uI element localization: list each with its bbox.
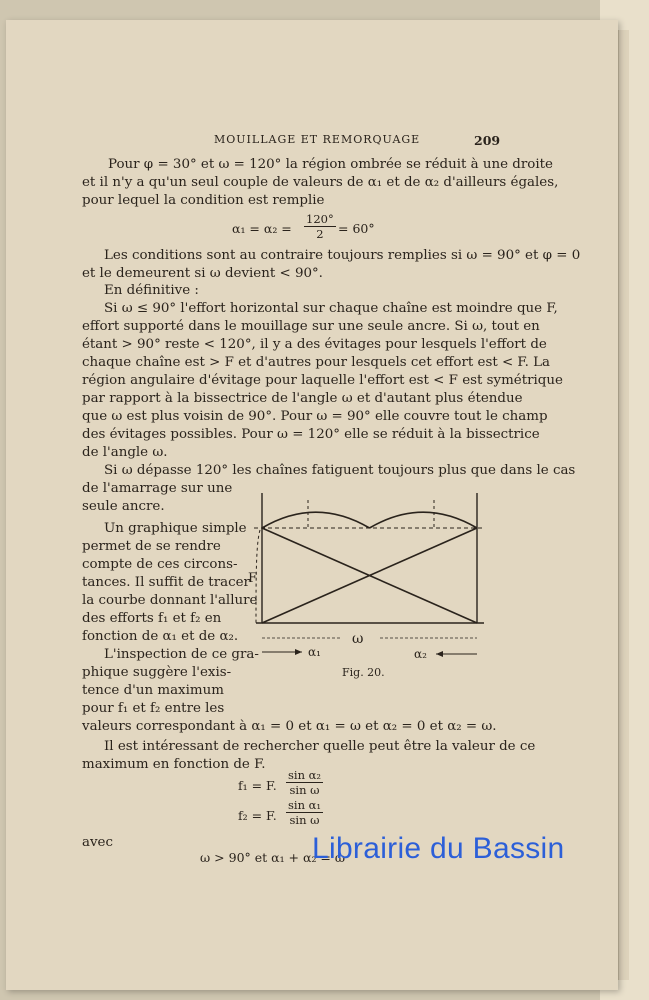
side-text-line: de l'amarrage sur une xyxy=(82,481,233,496)
paragraph-line: Les conditions sont au contraire toujours remplies si ω = 90° et φ = 0 xyxy=(104,248,581,263)
equation-fraction xyxy=(304,212,336,241)
alpha1-arrowhead xyxy=(295,649,302,655)
paragraph-line: que ω est plus voisin de 90°. Pour ω = 90° elle couvre tout le champ xyxy=(82,409,548,424)
equation-rhs: = 60° xyxy=(338,221,375,236)
side-text-line: la courbe donnant l'allure xyxy=(82,593,258,608)
fraction-denominator: sin ω xyxy=(289,783,320,797)
fraction-numerator: 120° xyxy=(306,212,334,226)
en-definitive: En définitive : xyxy=(104,283,199,298)
paragraph-line: Pour φ = 30° et ω = 120° la région ombrée se réduit à une droite xyxy=(108,157,553,172)
omega-label: ω xyxy=(352,631,364,647)
alpha2-label: α₂ xyxy=(414,647,427,661)
formula-f2-fraction xyxy=(286,798,323,827)
paragraph-line: par rapport à la bissectrice de l'angle ω et d'autant plus étendue xyxy=(82,391,523,406)
running-title: MOUILLAGE ET REMORQUAGE xyxy=(214,133,421,146)
figure-caption: Fig. 20. xyxy=(342,666,385,679)
avec-label: avec xyxy=(82,835,113,850)
side-text-line: compte de ces circons- xyxy=(82,557,238,572)
side-text-line: L'inspection de ce gra- xyxy=(104,647,259,662)
side-text-line: tances. Il suffit de tracer xyxy=(82,575,250,590)
paragraph-line: Si ω ≤ 90° l'effort horizontal sur chaque chaîne est moindre que F, xyxy=(104,301,558,316)
paragraph-line: étant > 90° reste < 120°, il y a des évitages pour lesquels l'effort de xyxy=(82,337,547,352)
alpha1-label: α₁ xyxy=(308,645,321,659)
chart-series-group xyxy=(262,512,477,623)
watermark-logo: Librairie du Bassin xyxy=(312,832,565,865)
chart-series-4 xyxy=(370,512,478,528)
figure-20-chart xyxy=(240,480,490,680)
formula-f1-fraction xyxy=(286,768,323,797)
paragraph-line: maximum en fonction de F. xyxy=(82,757,266,772)
fraction-numerator: sin α₂ xyxy=(288,768,322,782)
paragraph-line: effort supporté dans le mouillage sur une seule ancre. Si ω, tout en xyxy=(82,319,540,334)
paragraph-line: Il est intéressant de rechercher quelle peut être la valeur de ce xyxy=(104,739,536,754)
paragraph-line: et il n'y a qu'un seul couple de valeurs de α₁ et de α₂ d'ailleurs égales, xyxy=(82,175,559,190)
formula-f2-lhs: f₂ = F. xyxy=(238,808,277,823)
side-text-line: permet de se rendre xyxy=(82,539,221,554)
side-text-line: pour f₁ et f₂ entre les xyxy=(82,701,225,716)
formula-f1-lhs: f₁ = F. xyxy=(238,778,277,793)
paragraph-line: valeurs correspondant à α₁ = 0 et α₁ = ω et α₂ = 0 et α₂ = ω. xyxy=(82,719,497,734)
paragraph-line: région angulaire d'évitage pour laquelle l'effort est < F est symétrique xyxy=(82,373,563,388)
paragraph-line: des évitages possibles. Pour ω = 120° elle se réduit à la bissectrice xyxy=(82,427,540,442)
f-axis-label: F xyxy=(248,571,258,586)
side-text-line: des efforts f₁ et f₂ en xyxy=(82,611,222,626)
paragraph-line: chaque chaîne est > F et d'autres pour lesquels cet effort est < F. La xyxy=(82,355,551,370)
page-stack-edge xyxy=(618,30,629,980)
side-text-line: phique suggère l'exis- xyxy=(82,665,232,680)
page-number: 209 xyxy=(474,133,501,148)
chart-series-3 xyxy=(262,512,370,528)
side-text-line: Un graphique simple xyxy=(104,521,247,536)
paragraph-line: de l'angle ω. xyxy=(82,445,168,460)
side-text-line: tence d'un maximum xyxy=(82,683,224,698)
equation-lhs: α₁ = α₂ = xyxy=(232,221,292,236)
alpha2-arrowhead xyxy=(436,651,443,657)
constraint-formula: ω > 90° et α₁ + α₂ = ω xyxy=(200,850,346,865)
fraction-denominator: sin ω xyxy=(289,813,320,827)
fraction-numerator: sin α₁ xyxy=(288,798,322,812)
fraction-denominator: 2 xyxy=(316,227,324,241)
paragraph-line: pour lequel la condition est remplie xyxy=(82,193,325,208)
paragraph-line: Si ω dépasse 120° les chaînes fatiguent toujours plus que dans le cas xyxy=(104,463,576,478)
paragraph-line: et le demeurent si ω devient < 90°. xyxy=(82,266,323,281)
side-text-line: seule ancre. xyxy=(82,499,165,514)
side-text-line: fonction de α₁ et de α₂. xyxy=(82,629,239,644)
